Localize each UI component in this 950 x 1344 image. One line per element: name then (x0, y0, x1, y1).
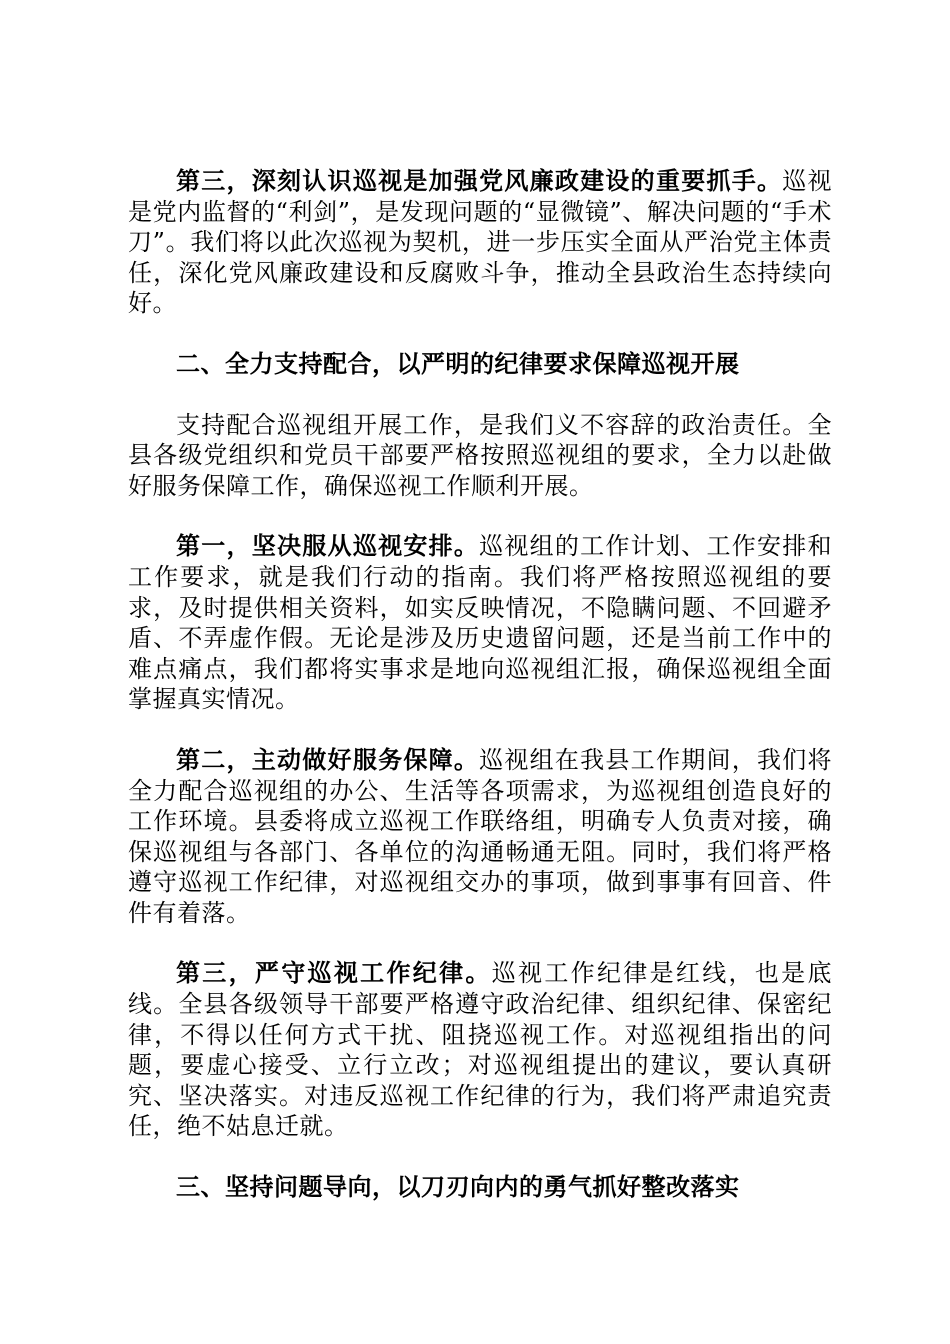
paragraph-text: 支持配合巡视组开展工作，是我们义不容辞的政治责任。全县各级党组织和党员干部要严格按照巡视组的要求，全力以赴做好服务保障工作，确保巡视工作顺利开展。 (128, 410, 832, 500)
paragraph-text: 巡视组在我县工作期间，我们将全力配合巡视组的办公、生活等各项需求，为巡视组创造良好的工作环境。县委将成立巡视工作联络组，明确专人负责对接，确保巡视组与各部门、各单位的沟通畅通无阻。同时，我们将严格遵守巡视工作纪律，对巡视组交办的事项，做到事事有回音、件件有着落。 (128, 745, 833, 927)
paragraph-lead: 第二，主动做好服务保障。 (176, 745, 480, 774)
paragraph-deep-understanding (128, 166, 832, 319)
paragraph-service-support (128, 745, 832, 929)
paragraph-lead: 第三，深刻认识巡视是加强党风廉政建设的重要抓手。 (176, 167, 783, 195)
section-heading-3: 三、坚持问题导向，以刀刃向内的勇气抓好整改落实 (176, 1173, 740, 1202)
paragraph-support-intro (128, 410, 832, 502)
paragraph-discipline (128, 958, 832, 1142)
paragraph-text: 巡视工作纪律是红线，也是底线。全县各级领导干部要严格遵守政治纪律、组织纪律、保密纪律，不得以任何方式干扰、阻挠巡视工作。对巡视组指出的问题，要虚心接受、立行立改；对巡视组提出的建议，要认真研究、坚决落实。对违反巡视工作纪律的行为，我们将严肃追究责任，绝不姑息迁就。 (128, 959, 832, 1141)
section-heading-2: 二、全力支持配合，以严明的纪律要求保障巡视开展 (176, 349, 740, 378)
document-page (128, 166, 832, 1203)
paragraph-text: 巡视是党内监督的“利剑”，是发现问题的“显微镜”、解决问题的“手术刀”。我们将以此次巡视为契机，进一步压实全面从严治党主体责任，深化党风廉政建设和反腐败斗争，推动全县政治生态持续向好。 (128, 167, 833, 318)
paragraph-lead: 第一，坚决服从巡视安排。 (176, 532, 480, 561)
paragraph-lead: 第三，严守巡视工作纪律。 (176, 959, 492, 988)
paragraph-text: 巡视组的工作计划、工作安排和工作要求，就是我们行动的指南。我们将严格按照巡视组的要求，及时提供相关资料，如实反映情况，不隐瞒问题、不回避矛盾、不弄虚作假。无论是涉及历史遗留问题，还是当前工作中的难点痛点，我们都将实事求是地向巡视组汇报，确保巡视组全面掌握真实情况。 (128, 532, 833, 714)
paragraph-obey-arrangement (128, 531, 832, 715)
